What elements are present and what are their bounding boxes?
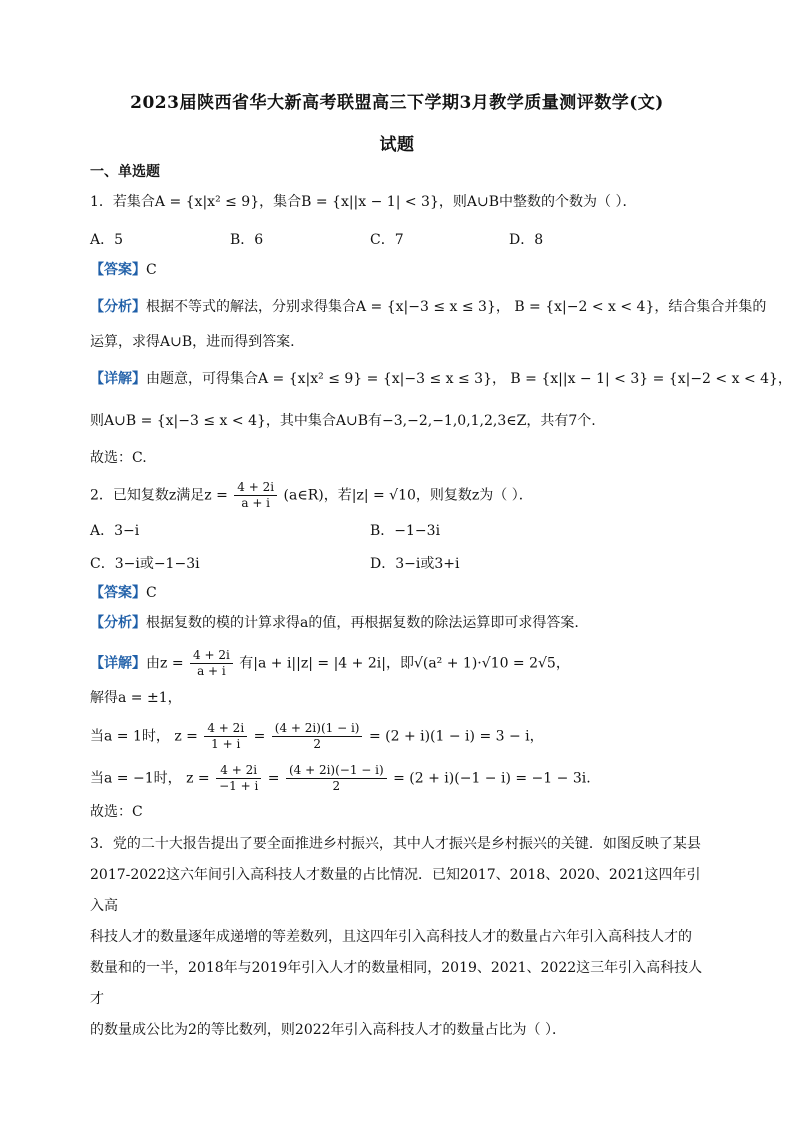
q2-option-d: D．3−i或3+i bbox=[370, 556, 460, 572]
detail-tag: 【详解】 bbox=[90, 371, 146, 387]
case2-end: = (2 + i)(−1 − i) = −1 − 3i. bbox=[393, 770, 591, 787]
detail-start: 由z = bbox=[146, 655, 184, 672]
case1-fraction2 bbox=[272, 721, 363, 752]
q3-line4: 数量和的一半，2018年与2019年引入人才的数量相同，2019、2021、2022这三年引入高科技人才 bbox=[90, 960, 703, 1007]
q2-solve: 解得a = ±1， bbox=[90, 690, 182, 706]
analysis-text: 根据不等式的解法，分别求得集合A = {x|−3 ≤ x ≤ 3}， B = {x|−2 < x < 4}，结合集合并集的 bbox=[146, 299, 767, 315]
q1-option-d: D．8 bbox=[509, 232, 544, 248]
fraction-numerator: 4 + 2i bbox=[204, 721, 247, 737]
case1-fraction1 bbox=[204, 721, 247, 752]
q1-option-a: A．5 bbox=[90, 232, 124, 248]
q2-detail-line1 bbox=[90, 648, 570, 679]
q2-answer bbox=[90, 583, 157, 603]
answer-tag: 【答案】 bbox=[90, 262, 146, 278]
fraction-denominator: −1 + i bbox=[219, 779, 259, 793]
q2-option-b: B．−1−3i bbox=[370, 523, 441, 539]
detail-text: 由题意，可得集合A = {x|x² ≤ 9} = {x|−3 ≤ x ≤ 3}， B = {x||x − 1| < 3} = {x|−2 < x < 4}， bbox=[146, 371, 792, 387]
fraction-denominator: 1 + i bbox=[211, 737, 241, 751]
q2-case1 bbox=[90, 721, 544, 752]
q2-conclusion: 故选：C bbox=[90, 804, 143, 820]
fraction-numerator: (4 + 2i)(1 − i) bbox=[272, 721, 363, 737]
answer-tag: 【答案】 bbox=[90, 585, 146, 601]
q3-line3: 科技人才的数量逐年成递增的等差数列，且这四年引入高科技人才的数量占六年引入高科技人才的 bbox=[90, 929, 692, 945]
q2-analysis bbox=[90, 613, 579, 633]
q1-option-b: B．6 bbox=[230, 232, 264, 248]
q1-stem: 1．若集合A = {x|x² ≤ 9}，集合B = {x||x − 1| < 3}，则A∪B中整数的个数为（ ）． bbox=[90, 194, 637, 210]
fraction-denominator: 2 bbox=[313, 737, 321, 751]
q1-analysis-line1 bbox=[90, 297, 766, 317]
case2-start: 当a = −1时， z = bbox=[90, 770, 210, 787]
q1-detail-line2: 则A∪B = {x|−3 ≤ x < 4}，其中集合A∪B有−3,−2,−1,0,1,2,3∈Z，共有7个. bbox=[90, 413, 596, 429]
q3-line2: 2017-2022这六年间引入高科技人才数量的占比情况．已知2017、2018、2020、2021这四年引入高 bbox=[90, 867, 701, 914]
case1-equals: = bbox=[253, 728, 266, 745]
fraction-numerator: (4 + 2i)(−1 − i) bbox=[286, 763, 387, 779]
q2-stem bbox=[90, 480, 533, 511]
fraction-numerator: 4 + 2i bbox=[234, 480, 277, 496]
analysis-text: 根据复数的模的计算求得a的值，再根据复数的除法运算即可求得答案. bbox=[146, 615, 579, 631]
q2-case2 bbox=[90, 763, 591, 794]
fraction-denominator: 2 bbox=[332, 779, 341, 793]
q2-option-c: C．3−i或−1−3i bbox=[90, 556, 200, 572]
fraction-numerator: 4 + 2i bbox=[190, 648, 233, 664]
q2-option-a: A．3−i bbox=[90, 523, 140, 539]
section-heading: 一、单选题 bbox=[90, 164, 160, 180]
document-title-continued: 试题 bbox=[379, 135, 415, 155]
case2-equals: = bbox=[267, 770, 280, 787]
answer-value: C bbox=[146, 262, 157, 278]
q1-option-c: C．7 bbox=[370, 232, 404, 248]
fraction-denominator: a + i bbox=[241, 496, 271, 510]
analysis-tag: 【分析】 bbox=[90, 615, 146, 631]
case2-fraction1 bbox=[216, 763, 261, 794]
q1-analysis-line2: 运算，求得A∪B，进而得到答案. bbox=[90, 334, 295, 350]
case1-start: 当a = 1时， z = bbox=[90, 728, 198, 745]
fraction-denominator: a + i bbox=[197, 664, 226, 678]
q1-answer bbox=[90, 260, 157, 280]
q1-detail-line1 bbox=[90, 369, 792, 389]
analysis-tag: 【分析】 bbox=[90, 299, 146, 315]
detail-end: 有|a + i||z| = |4 + 2i|，即√(a² + 1)·√10 = 2√5， bbox=[239, 655, 570, 672]
answer-value: C bbox=[146, 585, 157, 601]
q2-stem-fraction bbox=[234, 480, 277, 511]
q1-conclusion: 故选：C. bbox=[90, 450, 147, 466]
q3-line5: 的数量成公比为2的等比数列，则2022年引入高科技人才的数量占比为（ ）． bbox=[90, 1022, 566, 1038]
fraction-numerator: 4 + 2i bbox=[216, 763, 261, 779]
q2-stem-end: (a∈R)，若|z| = √10，则复数z为（ ）． bbox=[283, 487, 533, 504]
q2-detail-fraction bbox=[190, 648, 233, 679]
document-title: 2023届陕西省华大新高考联盟高三下学期3月教学质量测评数学(文) bbox=[130, 93, 664, 113]
case2-fraction2 bbox=[286, 763, 387, 794]
case1-end: = (2 + i)(1 − i) = 3 − i， bbox=[368, 728, 544, 745]
detail-tag: 【详解】 bbox=[90, 655, 146, 672]
q3-stem bbox=[90, 829, 704, 1046]
q3-line1: 3．党的二十大报告提出了要全面推进乡村振兴，其中人才振兴是乡村振兴的关键．如图反映了某县 bbox=[90, 836, 701, 852]
q2-stem-start: 2．已知复数z满足z = bbox=[90, 487, 228, 504]
